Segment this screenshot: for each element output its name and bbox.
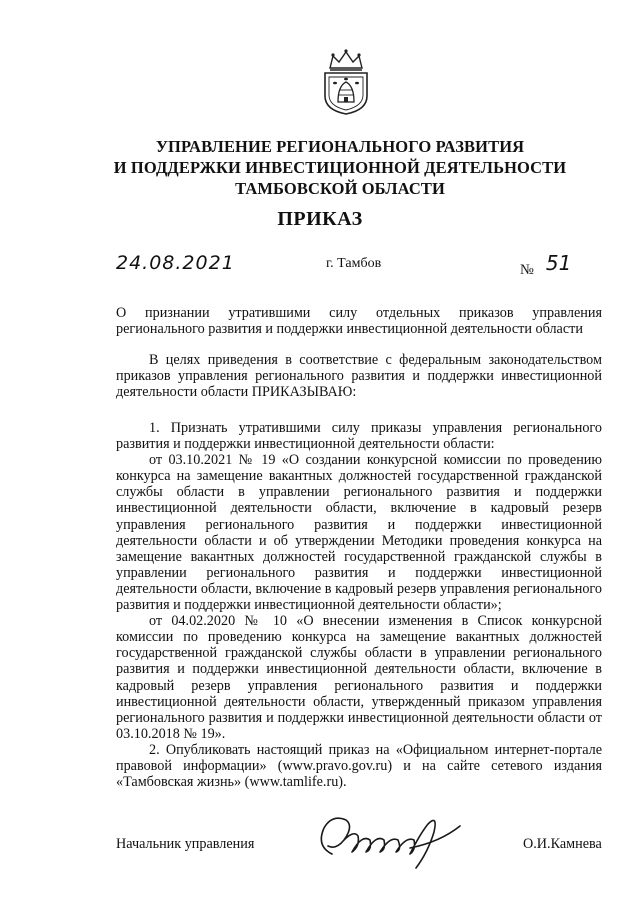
paragraph-2: 2. Опубликовать настоящий приказ на «Официальном интернет-портале правовой информации» (www.pravo.gov.ru) и на сайте сетевого издания «Тамбовская жизнь» (www.tamlife.ru). bbox=[116, 741, 602, 791]
paragraph-1: 1. Признать утратившими силу приказы управления регионального развития и поддержки инвестиционной деятельности области: bbox=[116, 420, 602, 453]
document-number bbox=[520, 251, 572, 278]
handwritten-signature bbox=[310, 806, 470, 876]
org-line-2: И ПОДДЕРЖКИ ИНВЕСТИЦИОННОЙ ДЕЯТЕЛЬНОСТИ bbox=[113, 158, 567, 177]
signer-name: О.И.Камнева bbox=[523, 836, 602, 852]
number-value: 51 bbox=[545, 251, 572, 275]
number-sign: № bbox=[520, 262, 534, 278]
tambov-coat-of-arms-icon bbox=[316, 48, 376, 116]
preamble: В целях приведения в соответствие с федеральным законодательством приказов управления регионального развития и поддержки инвестиционной деятельности области ПРИКАЗЫВАЮ: bbox=[116, 352, 602, 401]
document-type-title: ПРИКАЗ bbox=[277, 208, 363, 230]
paragraph-1-item-b: от 04.02.2020 № 10 «О внесении изменения в Список конкурсной комиссии по проведению конкурса на замещение вакантных должностей государственной гражданской службы области в управлении регионального развития и поддержки инвестиционной деятельности области, включение в кадровый резерв управления регионального развития и поддержки инвестиционной деятельности области, утвержденный приказом управления регионального развития и поддержки инвестиционной деятельности области от 03.10.2018 № 19». bbox=[116, 613, 602, 742]
document-subject: О признании утратившими силу отдельных приказов управления регионального развития и поддержки инвестиционной деятельности области bbox=[116, 305, 602, 338]
paragraph-1-item-a: от 03.10.2021 № 19 «О создании конкурсной комиссии по проведению конкурса на замещение вакантных должностей государственной гражданской службы области в управлении регионального развития и поддержки инвестиционной деятельности области, включение в кадровый резерв управления регионального развития и поддержки инвестиционной деятельности области и об утверждении Методики проведения конкурса на замещение вакантных должностей государственной гражданской службы в управлении регионального развития и поддержки инвестиционной деятельности области, включение в кадровый резерв управления регионального развития и поддержки инвестиционной деятельности области»; bbox=[116, 452, 602, 614]
document-body bbox=[116, 420, 602, 790]
org-line-1: УПРАВЛЕНИЕ РЕГИОНАЛЬНОГО РАЗВИТИЯ bbox=[155, 137, 525, 156]
document-date: 24.08.2021 bbox=[116, 252, 235, 274]
org-line-3: ТАМБОВСКОЙ ОБЛАСТИ bbox=[235, 179, 445, 198]
document-city: г. Тамбов bbox=[326, 256, 382, 271]
signer-title: Начальник управления bbox=[116, 836, 255, 852]
organization-name bbox=[90, 136, 590, 199]
